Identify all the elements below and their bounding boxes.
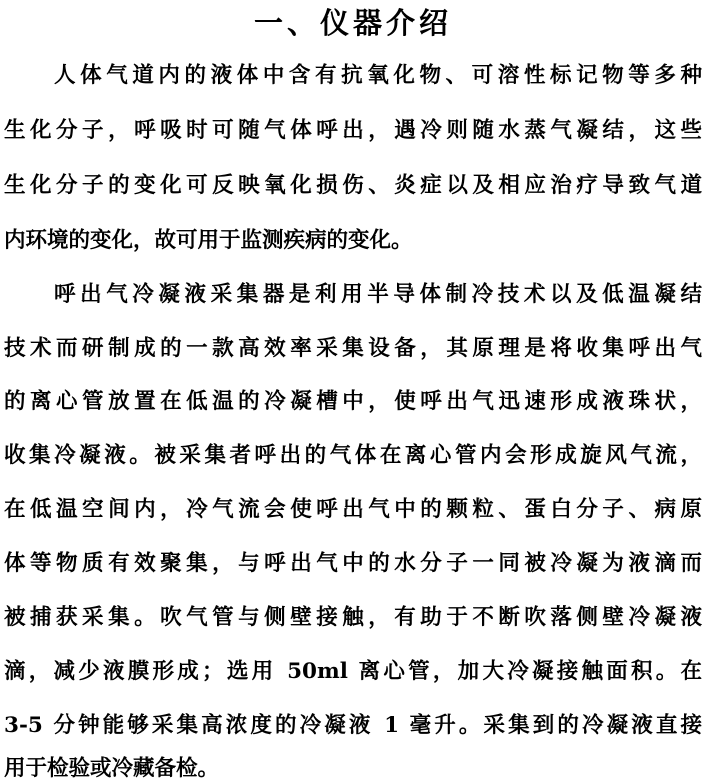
paragraph-1-line-3: 生化分子的变化可反映氧化损伤、炎症以及相应治疗导致气道	[4, 173, 702, 198]
section-title: 一、仪器介绍	[253, 6, 452, 40]
paragraph-2-line-6: 体等物质有效聚集，与呼出气中的水分子一同被冷凝为液滴而	[4, 551, 702, 576]
paragraph-2-line-1: 呼出气冷凝液采集器是利用半导体制冷技术以及低温凝结	[54, 282, 702, 307]
paragraph-2-line-5: 在低温空间内，冷气流会使呼出气中的颗粒、蛋白分子、病原	[4, 497, 702, 522]
paragraph-2-line-10: 用于检验或冷藏备检。	[4, 756, 220, 781]
paragraph-2-line-8: 滴，减少液膜形成；选用 50ml 离心管，加大冷凝接触面积。在	[4, 659, 702, 684]
paragraph-2-line-3: 的离心管放置在低温的冷凝槽中，使呼出气迅速形成液珠状，	[4, 389, 702, 414]
paragraph-2-line-9: 3-5 分钟能够采集高浓度的冷凝液 1 毫升。采集到的冷凝液直接	[4, 713, 702, 738]
paragraph-1-line-1: 人体气道内的液体中含有抗氧化物、可溶性标记物等多种	[54, 63, 702, 88]
paragraph-1-line-2: 生化分子，呼吸时可随气体呼出，遇冷则随水蒸气凝结，这些	[4, 118, 702, 143]
paragraph-2-line-4: 收集冷凝液。被采集者呼出的气体在离心管内会形成旋风气流，	[4, 443, 702, 468]
paragraph-1-line-4: 内环境的变化，故可用于监测疾病的变化。	[4, 228, 413, 253]
paragraph-2-line-7: 被捕获采集。吹气管与侧壁接触，有助于不断吹落侧壁冷凝液	[4, 605, 702, 630]
paragraph-2-line-2: 技术而研制成的一款高效率采集设备，其原理是将收集呼出气	[4, 336, 702, 361]
